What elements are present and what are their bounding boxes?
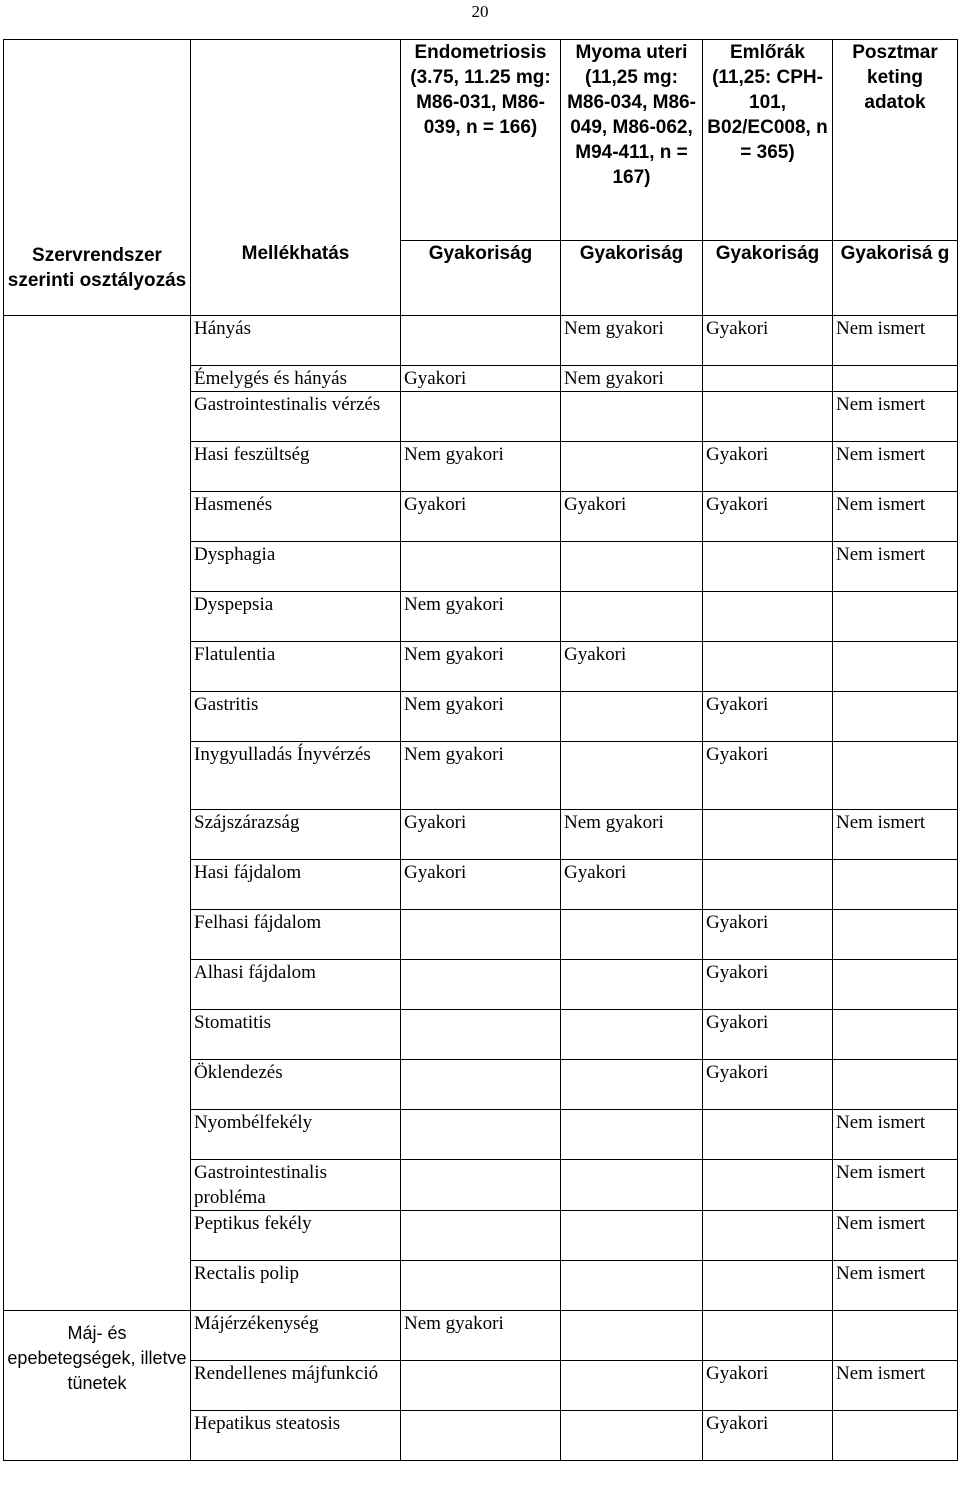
postmarketing-frequency-cell: Nem ismert xyxy=(833,810,958,860)
breast-frequency-cell xyxy=(703,1110,833,1160)
side-effect-cell: Hasmenés xyxy=(191,492,401,542)
side-effect-cell: Dyspepsia xyxy=(191,592,401,642)
frequency-header-myoma: Gyakoriság xyxy=(561,241,703,316)
endometriosis-frequency-cell xyxy=(401,1361,561,1411)
side-effect-cell: Gastritis xyxy=(191,692,401,742)
header-empty-cell xyxy=(191,40,401,241)
postmarketing-frequency-cell: Nem ismert xyxy=(833,492,958,542)
myoma-frequency-cell: Nem gyakori xyxy=(561,810,703,860)
side-effect-cell: Peptikus fekély xyxy=(191,1211,401,1261)
postmarketing-frequency-cell xyxy=(833,1411,958,1461)
endometriosis-frequency-cell xyxy=(401,1261,561,1311)
myoma-frequency-cell xyxy=(561,692,703,742)
side-effect-cell: Alhasi fájdalom xyxy=(191,960,401,1010)
endometriosis-frequency-cell: Gyakori xyxy=(401,860,561,910)
postmarketing-frequency-cell: Nem ismert xyxy=(833,1211,958,1261)
side-effect-cell: Hepatikus steatosis xyxy=(191,1411,401,1461)
breast-frequency-cell xyxy=(703,392,833,442)
header-myoma-uteri: Myoma uteri (11,25 mg: M86-034, M86-049, M86-062, M94-411, n = 167) xyxy=(561,40,703,241)
postmarketing-frequency-cell: Nem ismert xyxy=(833,1261,958,1311)
breast-frequency-cell xyxy=(703,366,833,392)
table-row xyxy=(4,1311,958,1361)
side-effect-cell: Felhasi fájdalom xyxy=(191,910,401,960)
table-row xyxy=(4,316,958,366)
myoma-frequency-cell xyxy=(561,542,703,592)
breast-frequency-cell: Gyakori xyxy=(703,442,833,492)
breast-frequency-cell: Gyakori xyxy=(703,492,833,542)
organ-class-header: Szervrendszer szerinti osztályozás xyxy=(4,40,191,316)
breast-frequency-cell: Gyakori xyxy=(703,910,833,960)
header-breast-cancer: Emlőrák (11,25: CPH-101, B02/EC008, n = 365) xyxy=(703,40,833,241)
postmarketing-frequency-cell xyxy=(833,642,958,692)
side-effect-cell: Rendellenes májfunkció xyxy=(191,1361,401,1411)
breast-frequency-cell xyxy=(703,1160,833,1211)
postmarketing-frequency-cell xyxy=(833,742,958,810)
side-effect-header: Mellékhatás xyxy=(191,241,401,316)
breast-frequency-cell xyxy=(703,1261,833,1311)
myoma-frequency-cell xyxy=(561,1160,703,1211)
breast-frequency-cell xyxy=(703,642,833,692)
endometriosis-frequency-cell xyxy=(401,542,561,592)
side-effect-cell: Hasi feszültség xyxy=(191,442,401,492)
myoma-frequency-cell xyxy=(561,442,703,492)
endometriosis-frequency-cell xyxy=(401,1211,561,1261)
side-effect-cell: Flatulentia xyxy=(191,642,401,692)
postmarketing-frequency-cell: Nem ismert xyxy=(833,316,958,366)
endometriosis-frequency-cell xyxy=(401,960,561,1010)
side-effect-cell: Gastrointestinalis probléma xyxy=(191,1160,401,1211)
breast-frequency-cell xyxy=(703,592,833,642)
myoma-frequency-cell: Nem gyakori xyxy=(561,366,703,392)
endometriosis-frequency-cell: Nem gyakori xyxy=(401,592,561,642)
myoma-frequency-cell xyxy=(561,1361,703,1411)
breast-frequency-cell xyxy=(703,542,833,592)
endometriosis-frequency-cell: Nem gyakori xyxy=(401,642,561,692)
endometriosis-frequency-cell xyxy=(401,1060,561,1110)
postmarketing-frequency-cell: Nem ismert xyxy=(833,442,958,492)
postmarketing-frequency-cell xyxy=(833,366,958,392)
side-effect-cell: Szájszárazság xyxy=(191,810,401,860)
adverse-reactions-table xyxy=(3,39,958,1461)
endometriosis-frequency-cell xyxy=(401,1010,561,1060)
myoma-frequency-cell xyxy=(561,960,703,1010)
myoma-frequency-cell xyxy=(561,392,703,442)
myoma-frequency-cell xyxy=(561,742,703,810)
endometriosis-frequency-cell xyxy=(401,392,561,442)
page-number: 20 xyxy=(471,2,489,21)
endometriosis-frequency-cell: Gyakori xyxy=(401,810,561,860)
breast-frequency-cell: Gyakori xyxy=(703,742,833,810)
myoma-frequency-cell xyxy=(561,1110,703,1160)
side-effect-cell: Émelygés és hányás xyxy=(191,366,401,392)
frequency-header-endometriosis: Gyakoriság xyxy=(401,241,561,316)
breast-frequency-cell xyxy=(703,810,833,860)
myoma-frequency-cell: Gyakori xyxy=(561,492,703,542)
frequency-header-breast: Gyakoriság xyxy=(703,241,833,316)
postmarketing-frequency-cell xyxy=(833,692,958,742)
myoma-frequency-cell xyxy=(561,910,703,960)
organ-class-cell xyxy=(4,316,191,1311)
endometriosis-frequency-cell: Nem gyakori xyxy=(401,742,561,810)
breast-frequency-cell xyxy=(703,1311,833,1361)
endometriosis-frequency-cell xyxy=(401,1411,561,1461)
side-effect-cell: Inygyulladás Ínyvérzés xyxy=(191,742,401,810)
postmarketing-frequency-cell: Nem ismert xyxy=(833,392,958,442)
organ-class-cell: Máj- és epebetegségek, illetve tünetek xyxy=(4,1311,191,1461)
myoma-frequency-cell: Gyakori xyxy=(561,860,703,910)
side-effect-cell: Rectalis polip xyxy=(191,1261,401,1311)
side-effect-cell: Hasi fájdalom xyxy=(191,860,401,910)
myoma-frequency-cell xyxy=(561,1211,703,1261)
postmarketing-frequency-cell xyxy=(833,592,958,642)
breast-frequency-cell: Gyakori xyxy=(703,960,833,1010)
side-effect-cell: Öklendezés xyxy=(191,1060,401,1110)
frequency-header-postmarketing: Gyakorisá g xyxy=(833,241,958,316)
postmarketing-frequency-cell: Nem ismert xyxy=(833,1110,958,1160)
myoma-frequency-cell: Nem gyakori xyxy=(561,316,703,366)
postmarketing-frequency-cell: Nem ismert xyxy=(833,1160,958,1211)
side-effect-cell: Gastrointestinalis vérzés xyxy=(191,392,401,442)
breast-frequency-cell: Gyakori xyxy=(703,1060,833,1110)
endometriosis-frequency-cell: Gyakori xyxy=(401,492,561,542)
header-row xyxy=(4,40,958,241)
myoma-frequency-cell xyxy=(561,1311,703,1361)
postmarketing-frequency-cell: Nem ismert xyxy=(833,542,958,592)
postmarketing-frequency-cell xyxy=(833,1010,958,1060)
myoma-frequency-cell xyxy=(561,1411,703,1461)
endometriosis-frequency-cell xyxy=(401,316,561,366)
breast-frequency-cell: Gyakori xyxy=(703,1411,833,1461)
endometriosis-frequency-cell xyxy=(401,1160,561,1211)
side-effect-cell: Májérzékenység xyxy=(191,1311,401,1361)
postmarketing-frequency-cell xyxy=(833,910,958,960)
postmarketing-frequency-cell xyxy=(833,960,958,1010)
endometriosis-frequency-cell: Nem gyakori xyxy=(401,692,561,742)
header-postmarketing: Posztmar keting adatok xyxy=(833,40,958,241)
breast-frequency-cell: Gyakori xyxy=(703,316,833,366)
breast-frequency-cell: Gyakori xyxy=(703,692,833,742)
breast-frequency-cell xyxy=(703,860,833,910)
side-effect-cell: Dysphagia xyxy=(191,542,401,592)
endometriosis-frequency-cell: Nem gyakori xyxy=(401,442,561,492)
myoma-frequency-cell: Gyakori xyxy=(561,642,703,692)
endometriosis-frequency-cell xyxy=(401,1110,561,1160)
side-effect-cell: Nyombélfekély xyxy=(191,1110,401,1160)
breast-frequency-cell: Gyakori xyxy=(703,1010,833,1060)
postmarketing-frequency-cell xyxy=(833,860,958,910)
myoma-frequency-cell xyxy=(561,592,703,642)
postmarketing-frequency-cell xyxy=(833,1311,958,1361)
side-effect-cell: Stomatitis xyxy=(191,1010,401,1060)
myoma-frequency-cell xyxy=(561,1010,703,1060)
breast-frequency-cell xyxy=(703,1211,833,1261)
myoma-frequency-cell xyxy=(561,1261,703,1311)
myoma-frequency-cell xyxy=(561,1060,703,1110)
endometriosis-frequency-cell: Nem gyakori xyxy=(401,1311,561,1361)
header-endometriosis: Endometriosis (3.75, 11.25 mg: M86-031, M86-039, n = 166) xyxy=(401,40,561,241)
endometriosis-frequency-cell: Gyakori xyxy=(401,366,561,392)
endometriosis-frequency-cell xyxy=(401,910,561,960)
postmarketing-frequency-cell: Nem ismert xyxy=(833,1361,958,1411)
breast-frequency-cell: Gyakori xyxy=(703,1361,833,1411)
side-effect-cell: Hányás xyxy=(191,316,401,366)
postmarketing-frequency-cell xyxy=(833,1060,958,1110)
